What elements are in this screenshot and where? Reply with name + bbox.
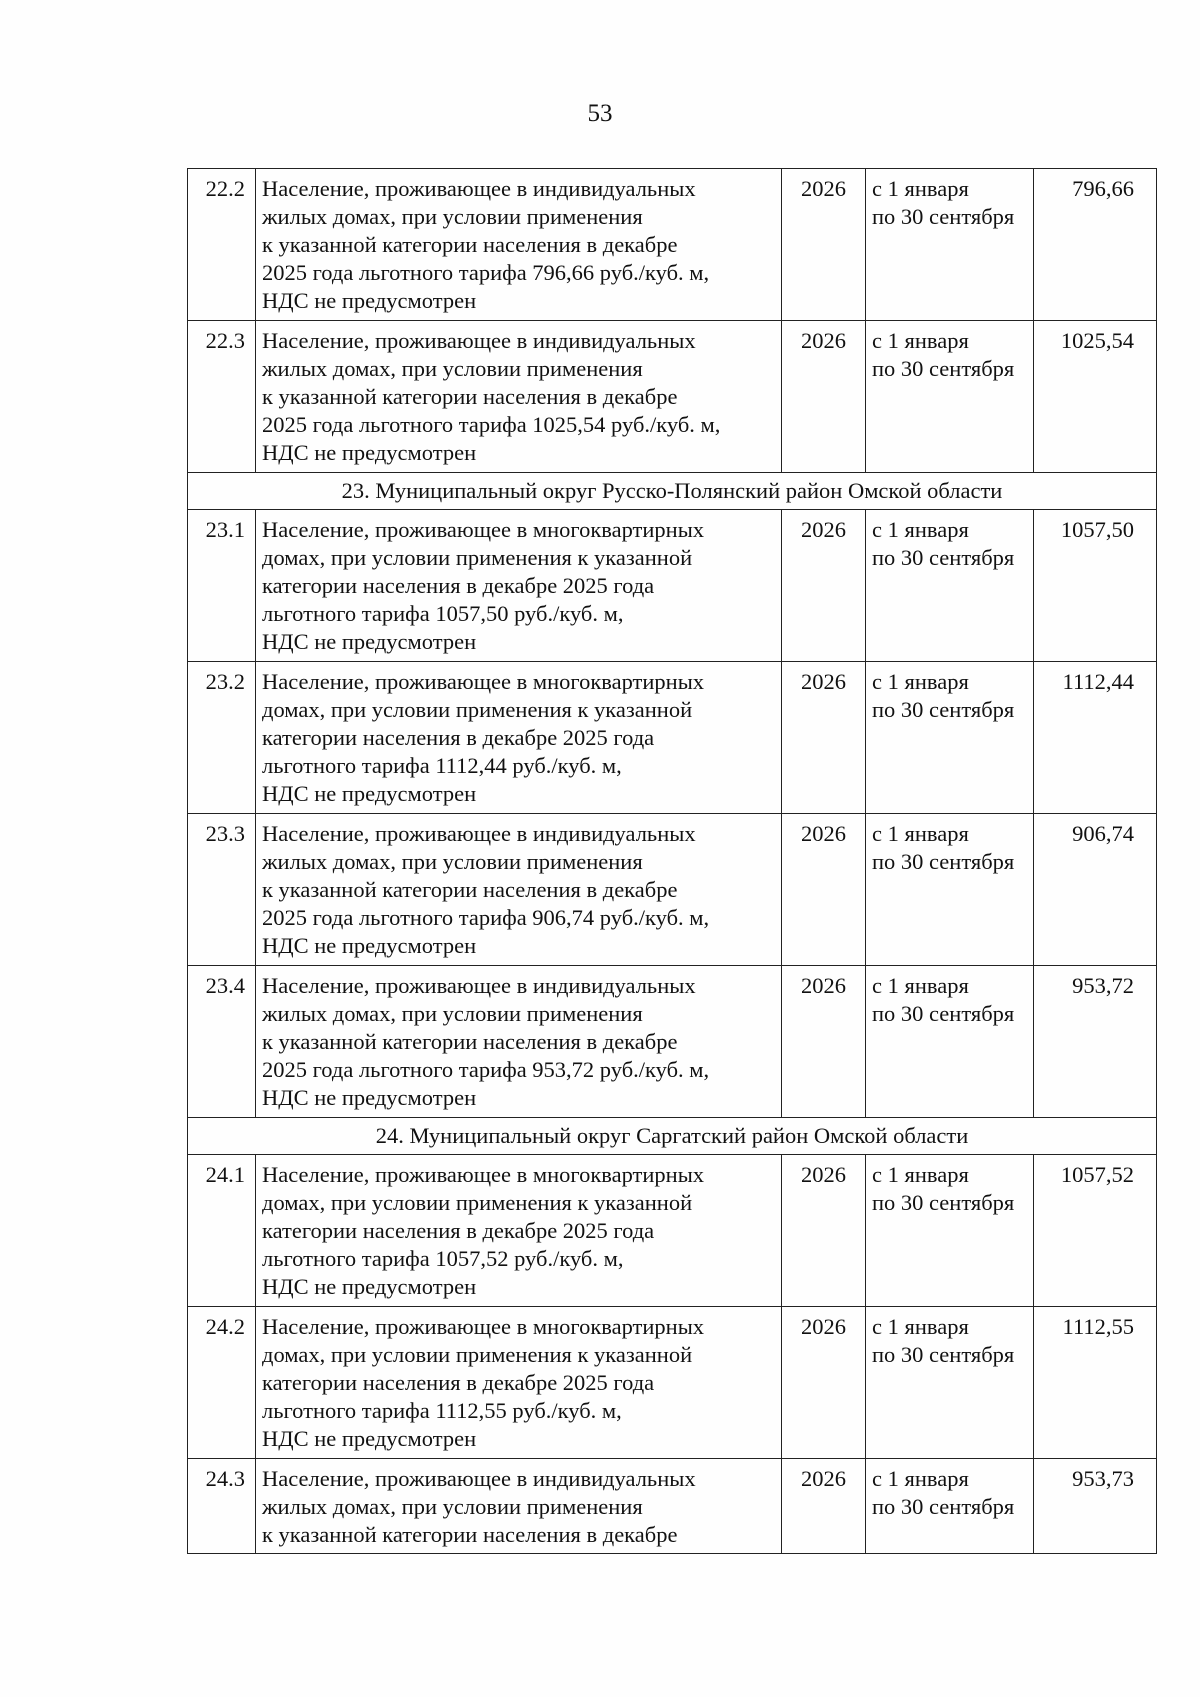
period-line: с 1 января xyxy=(872,328,969,353)
description-line: категории населения в декабре 2025 года xyxy=(262,725,655,750)
description-line: жилых домах, при условии применения xyxy=(262,1001,643,1026)
table-row xyxy=(188,510,1157,662)
description-line: льготного тарифа 1057,52 руб./куб. м, xyxy=(262,1246,624,1271)
description-line: категории населения в декабре 2025 года xyxy=(262,1370,655,1395)
description-line: жилых домах, при условии применения xyxy=(262,849,643,874)
table-row xyxy=(188,814,1157,966)
row-number: 23.4 xyxy=(188,966,256,1118)
row-year: 2026 xyxy=(782,1459,866,1554)
description-line: жилых домах, при условии применения xyxy=(262,356,643,381)
row-tariff-value: 1057,52 xyxy=(1034,1155,1157,1307)
period-line: с 1 января xyxy=(872,176,969,201)
section-title: 24. Муниципальный округ Саргатский район Омской области xyxy=(188,1118,1157,1155)
row-number: 24.2 xyxy=(188,1307,256,1459)
table-row xyxy=(188,169,1157,321)
description-line: домах, при условии применения к указанной xyxy=(262,1342,693,1367)
period-line: по 30 сентября xyxy=(872,1494,1015,1519)
section-header-row xyxy=(188,1118,1157,1155)
row-number: 24.3 xyxy=(188,1459,256,1554)
table-row xyxy=(188,966,1157,1118)
tariff-table xyxy=(187,168,1157,1554)
row-description xyxy=(256,1307,782,1459)
description-line: Население, проживающее в индивидуальных xyxy=(262,973,696,998)
row-description xyxy=(256,321,782,473)
description-line: к указанной категории населения в декабре xyxy=(262,384,678,409)
table-row xyxy=(188,662,1157,814)
row-tariff-value: 1025,54 xyxy=(1034,321,1157,473)
period-line: с 1 января xyxy=(872,821,969,846)
row-number: 23.2 xyxy=(188,662,256,814)
period-line: с 1 января xyxy=(872,1314,969,1339)
page-number: 53 xyxy=(587,100,613,127)
row-period xyxy=(866,1307,1034,1459)
period-line: по 30 сентября xyxy=(872,204,1015,229)
period-line: с 1 января xyxy=(872,669,969,694)
description-line: Население, проживающее в индивидуальных xyxy=(262,821,696,846)
period-line: по 30 сентября xyxy=(872,1190,1015,1215)
description-line: домах, при условии применения к указанной xyxy=(262,697,693,722)
description-line: Население, проживающее в многоквартирных xyxy=(262,1162,705,1187)
period-line: по 30 сентября xyxy=(872,849,1015,874)
row-year: 2026 xyxy=(782,966,866,1118)
row-description xyxy=(256,169,782,321)
period-line: с 1 января xyxy=(872,973,969,998)
description-line: Население, проживающее в многоквартирных xyxy=(262,517,705,542)
description-line: к указанной категории населения в декабре xyxy=(262,1029,678,1054)
description-line: к указанной категории населения в декабре xyxy=(262,1522,678,1547)
row-number: 24.1 xyxy=(188,1155,256,1307)
row-year: 2026 xyxy=(782,510,866,662)
table-row xyxy=(188,1155,1157,1307)
description-line: категории населения в декабре 2025 года xyxy=(262,1218,655,1243)
description-line: НДС не предусмотрен xyxy=(262,933,477,958)
row-number: 23.1 xyxy=(188,510,256,662)
row-description xyxy=(256,662,782,814)
row-year: 2026 xyxy=(782,814,866,966)
row-tariff-value: 906,74 xyxy=(1034,814,1157,966)
period-line: с 1 января xyxy=(872,517,969,542)
row-tariff-value: 796,66 xyxy=(1034,169,1157,321)
row-period xyxy=(866,1155,1034,1307)
row-period xyxy=(866,169,1034,321)
description-line: НДС не предусмотрен xyxy=(262,1426,477,1451)
description-line: НДС не предусмотрен xyxy=(262,440,477,465)
period-line: с 1 января xyxy=(872,1466,969,1491)
period-line: по 30 сентября xyxy=(872,1001,1015,1026)
row-period xyxy=(866,1459,1034,1554)
description-line: жилых домах, при условии применения xyxy=(262,204,643,229)
description-line: категории населения в декабре 2025 года xyxy=(262,573,655,598)
tariff-table-body xyxy=(188,169,1157,1554)
row-period xyxy=(866,966,1034,1118)
description-line: жилых домах, при условии применения xyxy=(262,1494,643,1519)
table-row xyxy=(188,1307,1157,1459)
row-number: 22.2 xyxy=(188,169,256,321)
description-line: домах, при условии применения к указанной xyxy=(262,1190,693,1215)
period-line: по 30 сентября xyxy=(872,356,1015,381)
description-line: льготного тарифа 1112,55 руб./куб. м, xyxy=(262,1398,622,1423)
description-line: 2025 года льготного тарифа 906,74 руб./куб. м, xyxy=(262,905,710,930)
description-line: 2025 года льготного тарифа 953,72 руб./куб. м, xyxy=(262,1057,710,1082)
row-year: 2026 xyxy=(782,662,866,814)
row-year: 2026 xyxy=(782,169,866,321)
description-line: Население, проживающее в индивидуальных xyxy=(262,1466,696,1491)
description-line: 2025 года льготного тарифа 1025,54 руб./куб. м, xyxy=(262,412,721,437)
row-period xyxy=(866,510,1034,662)
description-line: льготного тарифа 1057,50 руб./куб. м, xyxy=(262,601,624,626)
description-line: домах, при условии применения к указанной xyxy=(262,545,693,570)
description-line: 2025 года льготного тарифа 796,66 руб./куб. м, xyxy=(262,260,710,285)
row-description xyxy=(256,510,782,662)
row-tariff-value: 1112,55 xyxy=(1034,1307,1157,1459)
row-description xyxy=(256,1459,782,1554)
description-line: Население, проживающее в индивидуальных xyxy=(262,328,696,353)
description-line: Население, проживающее в многоквартирных xyxy=(262,669,705,694)
row-period xyxy=(866,662,1034,814)
section-header-row xyxy=(188,473,1157,510)
description-line: Население, проживающее в многоквартирных xyxy=(262,1314,705,1339)
description-line: к указанной категории населения в декабре xyxy=(262,877,678,902)
row-period xyxy=(866,814,1034,966)
row-description xyxy=(256,1155,782,1307)
row-description xyxy=(256,814,782,966)
row-year: 2026 xyxy=(782,321,866,473)
period-line: по 30 сентября xyxy=(872,1342,1015,1367)
row-period xyxy=(866,321,1034,473)
table-row xyxy=(188,321,1157,473)
row-description xyxy=(256,966,782,1118)
row-year: 2026 xyxy=(782,1155,866,1307)
description-line: льготного тарифа 1112,44 руб./куб. м, xyxy=(262,753,622,778)
row-tariff-value: 953,72 xyxy=(1034,966,1157,1118)
description-line: Население, проживающее в индивидуальных xyxy=(262,176,696,201)
description-line: НДС не предусмотрен xyxy=(262,1085,477,1110)
row-tariff-value: 1057,50 xyxy=(1034,510,1157,662)
description-line: НДС не предусмотрен xyxy=(262,1274,477,1299)
section-title: 23. Муниципальный округ Русско-Полянский район Омской области xyxy=(188,473,1157,510)
description-line: НДС не предусмотрен xyxy=(262,781,477,806)
row-tariff-value: 953,73 xyxy=(1034,1459,1157,1554)
row-number: 22.3 xyxy=(188,321,256,473)
table-row xyxy=(188,1459,1157,1554)
description-line: НДС не предусмотрен xyxy=(262,288,477,313)
description-line: к указанной категории населения в декабре xyxy=(262,232,678,257)
row-year: 2026 xyxy=(782,1307,866,1459)
period-line: по 30 сентября xyxy=(872,545,1015,570)
row-number: 23.3 xyxy=(188,814,256,966)
period-line: с 1 января xyxy=(872,1162,969,1187)
description-line: НДС не предусмотрен xyxy=(262,629,477,654)
row-tariff-value: 1112,44 xyxy=(1034,662,1157,814)
period-line: по 30 сентября xyxy=(872,697,1015,722)
